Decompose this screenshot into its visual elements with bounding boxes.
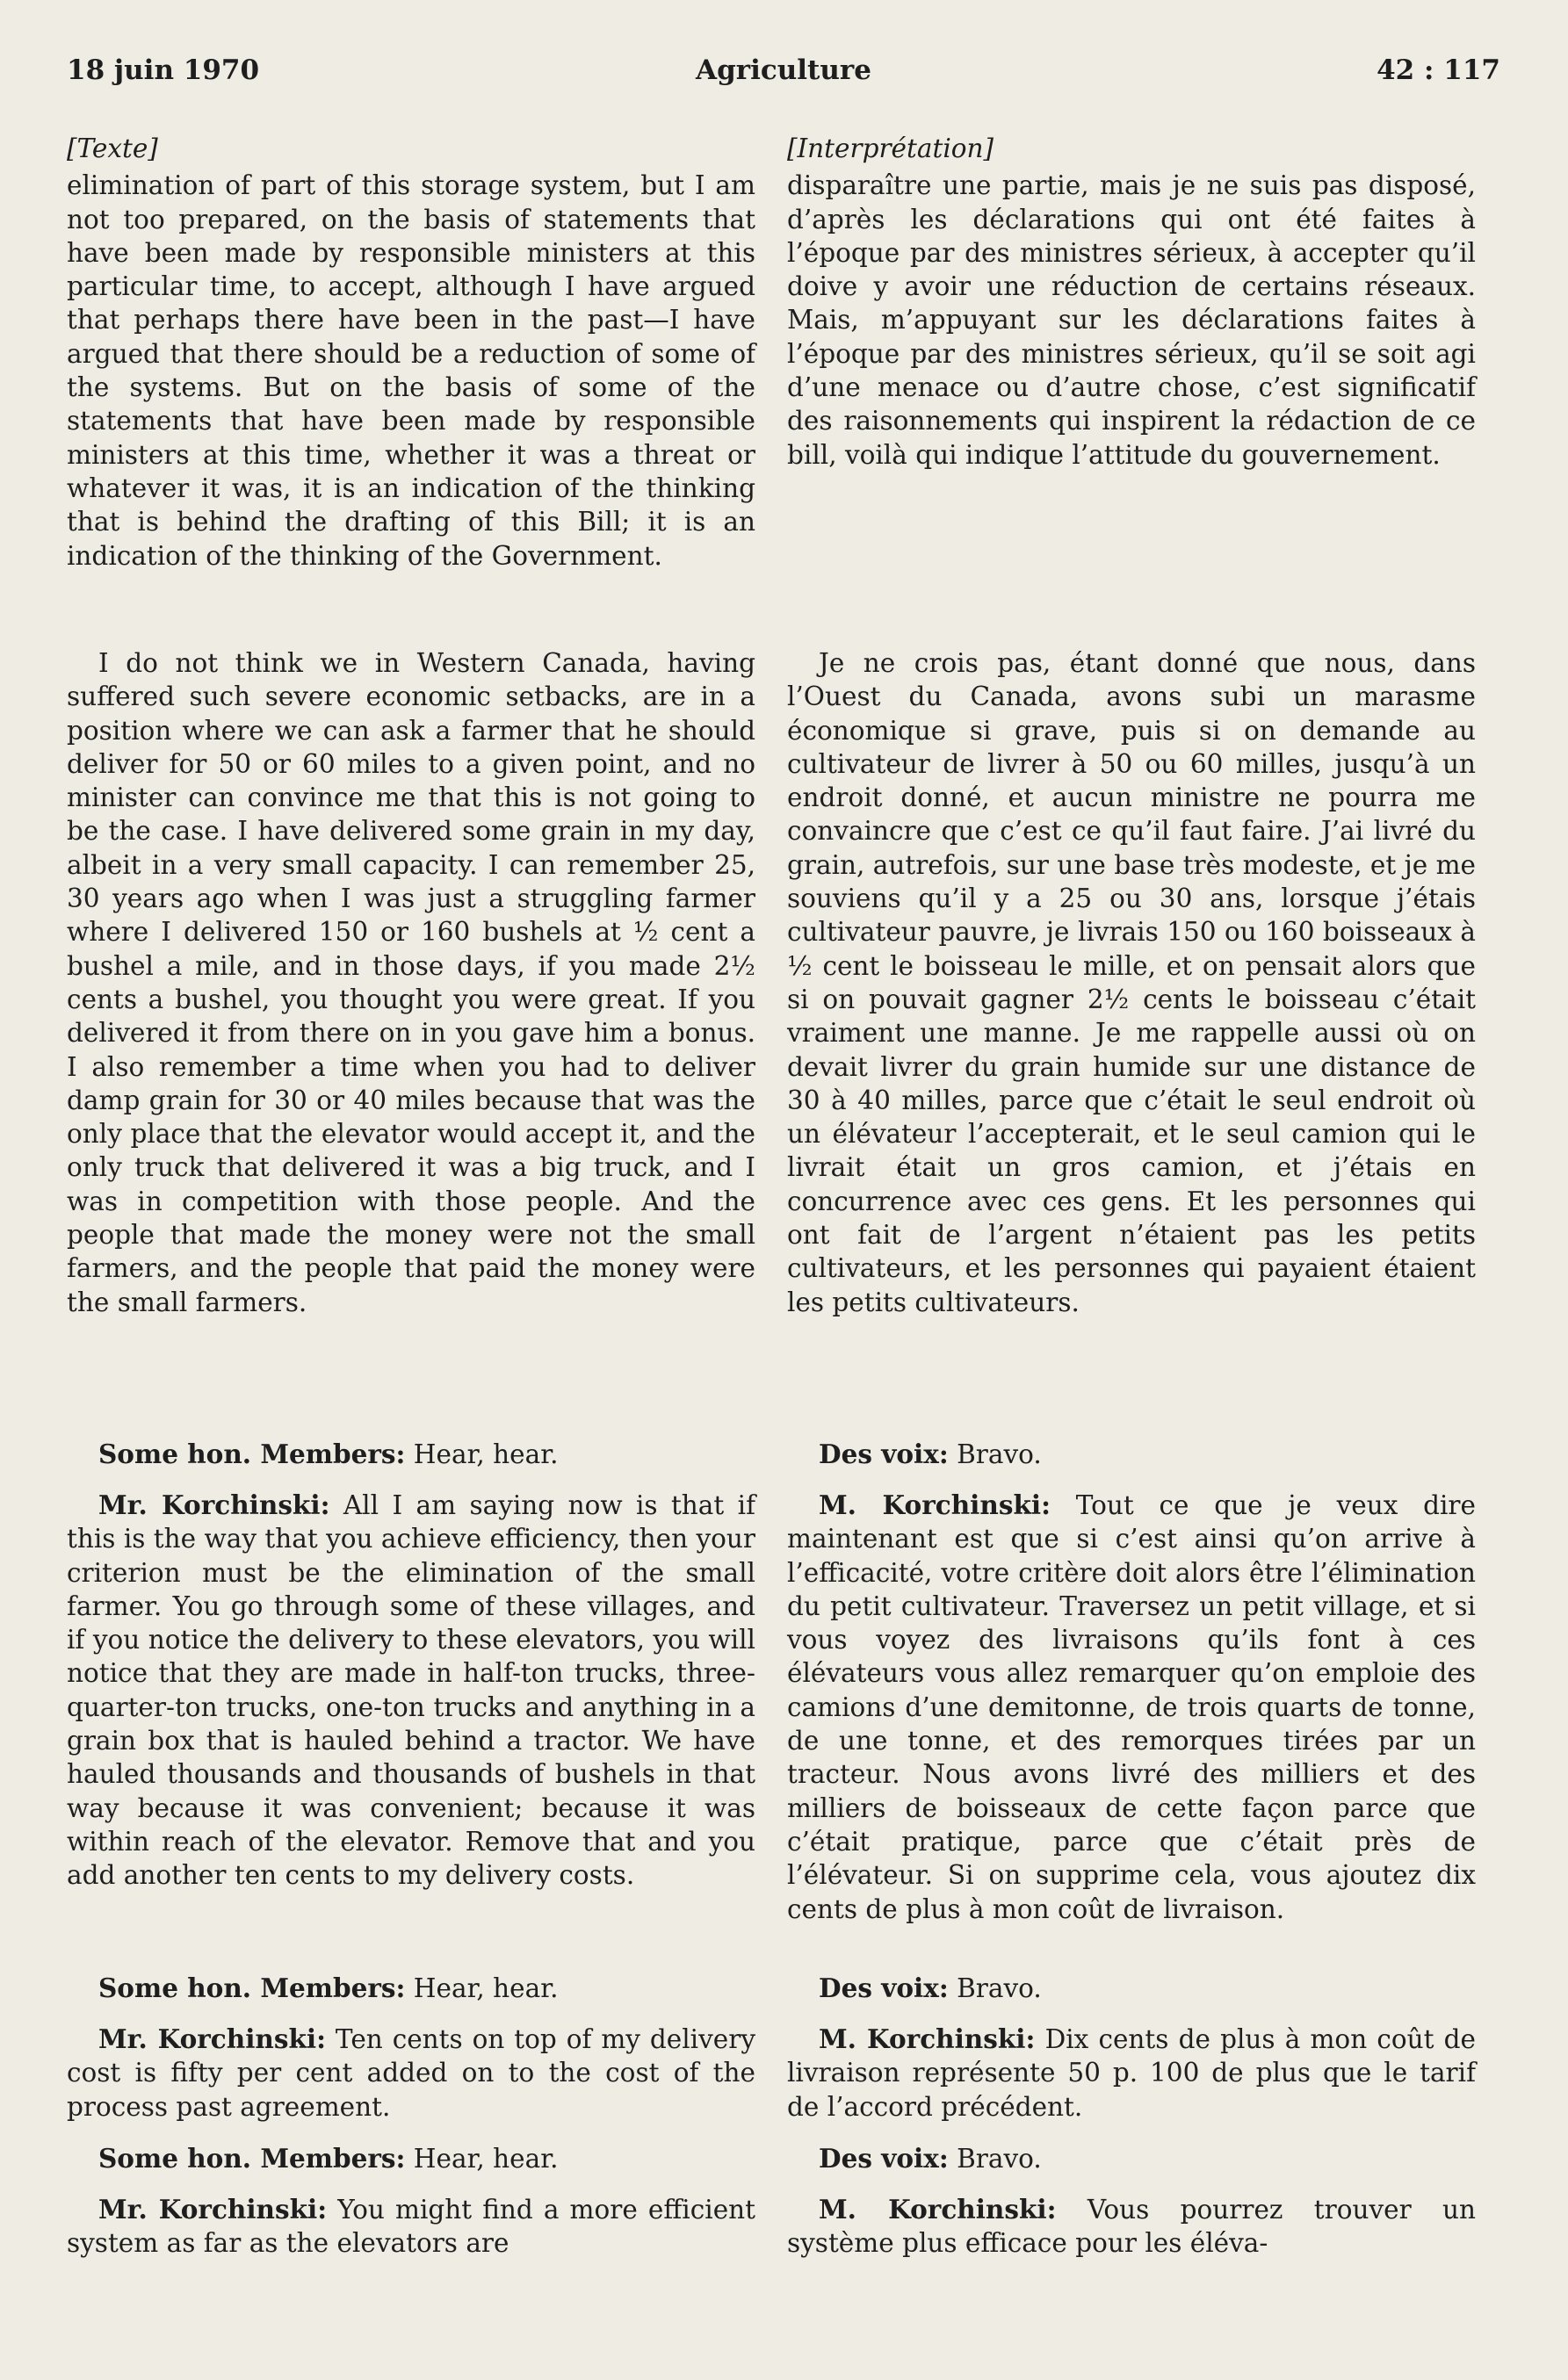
paragraph-1: elimination of part of this storage system, but I am not too prepared, on the basis of statements that have been made by responsible ministers at this particular time, to accept, although I have argued that perhaps there have been in the past—I have argued that there should be a reduction of some of the systems. But on the basis of some of the statements that have been made by responsible ministers at this time, whether it was a threat or whatever it was, it is an indication of the thinking that is behind the drafting of this Bill; it is an indication of the thinking of the Government. (67, 170, 755, 571)
speech-text: Hear, hear. (405, 1439, 559, 1469)
french-column (787, 132, 1476, 2259)
speaker-name: Des voix: (819, 2143, 949, 2174)
paragraph-2-block (787, 646, 1476, 1319)
speech-text: Bravo. (948, 2144, 1042, 2174)
speaker-name: M. Korchinski: (819, 1489, 1051, 1520)
speech-text: Ten cents on top of my delivery cost is fifty per cent added on to the cost of the process past agreement. (67, 2024, 755, 2122)
speech-text: Vous pourrez trouver un système plus efficace pour les éléva- (787, 2195, 1476, 2259)
speech-text: Tout ce que je veux dire maintenant est que si c’est ainsi qu’on arrive à l’efficacité, votre critère doit alors être l’élimination du petit cultivateur. Traversez un petit village, et si vous voyez des livraisons qu’ils font à ces élévateurs vous allez remarquer qu’on emploie des camions d’une demitonne, de trois quarts de tonne, de une tonne, et des remorques tirées par un tracteur. Nous avons livré des milliers et des milliers de boisseaux de cette façon parce que c’était pratique, parce que c’était près de l’élévateur. Si on supprime cela, vous ajoutez dix cents de plus à mon coût de livraison. (787, 1490, 1476, 1924)
interjection-2 (67, 1972, 755, 2005)
english-column (67, 132, 756, 2259)
speech-text: Hear, hear. (405, 1973, 559, 2003)
speaker-name: Some hon. Members: (98, 1973, 406, 2003)
speaker-name: Mr. Korchinski: (98, 1489, 330, 1520)
speaker-name: Some hon. Members: (98, 2143, 406, 2174)
speaker-name: Some hon. Members: (98, 1439, 406, 1469)
speaker-name: Mr. Korchinski: (98, 2194, 328, 2225)
interjection-3 (787, 2142, 1476, 2175)
speech-korchinski-2 (787, 2023, 1476, 2124)
speech-text: Bravo. (948, 1973, 1042, 2003)
header-date: 18 juin 1970 (67, 54, 260, 86)
header-page-number: 42 : 117 (1377, 54, 1500, 86)
interjection-3 (67, 2142, 755, 2175)
paragraph-2: I do not think we in Western Canada, having suffered such severe economic setbacks, are in a position where we can ask a farmer that he should deliver for 50 or 60 miles to a given point, and no minister can convince me that this is not going to be the case. I have delivered some grain in my day, albeit in a very small capacity. I can remember 25, 30 years ago when I was just a struggling farmer where I delivered 150 or 160 bushels at ½ cent a bushel a mile, and in those days, if you made 2½ cents a bushel, you thought you were great. If you delivered it from there on in you gave him a bonus. I also remember a time when you had to deliver damp grain for 30 or 40 miles because that was the only place that the elevator would accept it, and the only truck that delivered it was a big truck, and I was in competition with those people. And the people that made the money were not the small farmers, and the people that paid the money were the small farmers. (67, 648, 755, 1317)
speech-text: You might find a more efficient system as far as the elevators are (67, 2195, 756, 2259)
speech-text: Bravo. (948, 1439, 1042, 1469)
speech-korchinski-1 (787, 1489, 1476, 1926)
paragraph-2: Je ne crois pas, étant donné que nous, dans l’Ouest du Canada, avons subi un marasme économique si grave, puis si on demande au cultivateur de livrer à 50 ou 60 milles, jusqu’à un endroit donné, et aucun ministre ne pourra me convaincre que c’est ce qu’il faut faire. J’ai livré du grain, autrefois, sur une base très modeste, et je me souviens qu’il y a 25 ou 30 ans, lorsque j’étais cultivateur pauvre, je livrais 150 ou 160 boisseaux à ½ cent le boisseau le mille, et on pensait alors que si on pouvait gagner 2½ cents le boisseau c’était vraiment une manne. Je me rappelle aussi où on devait livrer du grain humide sur une distance de 30 à 40 milles, parce que c’était le seul endroit où un élévateur l’accepterait, et le seul camion qui le livrait était un gros camion, et j’étais en concurrence avec ces gens. Et les personnes qui ont fait de l’argent n’étaient pas les petits cultivateurs, et les personnes qui payaient étaient les petits cultivateurs. (787, 648, 1476, 1317)
speech-korchinski-3 (787, 2193, 1476, 2261)
interpretation-label: [Interprétation] (787, 133, 994, 163)
paragraph-2-block (67, 646, 755, 1319)
speaker-name: Des voix: (819, 1439, 949, 1469)
interjection-2 (787, 1972, 1476, 2005)
speech-text: Hear, hear. (405, 2144, 559, 2174)
speaker-name: Des voix: (819, 1973, 949, 2003)
speech-korchinski-3 (67, 2193, 755, 2261)
speech-korchinski-2 (67, 2023, 755, 2124)
speech-text: All I am saying now is that if this is the way that you achieve efficiency, then your criterion must be the elimination of the small farmer. You go through some of these villages, and if you notice the delivery to these elevators, you will notice that they are made in half-ton trucks, three-quarter-ton trucks, one-ton trucks and anything in a grain box that is hauled behind a tractor. We have hauled thousands and thousands of bushels in that way because it was convenient; because it was within reach of the elevator. Remove that and you add another ten cents to my delivery costs. (67, 1490, 756, 1891)
speaker-name: M. Korchinski: (819, 2194, 1057, 2225)
header-title: Agriculture (696, 54, 871, 86)
paragraph-1: disparaître une partie, mais je ne suis pas disposé, d’après les déclarations qui ont été faites à l’époque par des ministres sérieux, à accepter qu’il doive y avoir une réduction de certains réseaux. Mais, m’appuyant sur les déclarations faites à l’époque par des ministres sérieux, qu’il se soit agi d’une menace ou d’autre chose, c’est significatif des raisonnements qui inspirent la rédaction de ce bill, voilà qui indique l’attitude du gouvernement. (787, 170, 1476, 470)
speaker-name: M. Korchinski: (819, 2023, 1036, 2054)
speech-korchinski-1 (67, 1489, 755, 1893)
interjection-1 (67, 1438, 755, 1471)
speech-text: Dix cents de plus à mon coût de livraison représente 50 p. 100 de plus que le tarif de l’accord précédent. (787, 2024, 1476, 2122)
text-label: [Texte] (67, 133, 158, 163)
speaker-name: Mr. Korchinski: (98, 2023, 326, 2054)
page-header (67, 54, 1500, 98)
interjection-1 (787, 1438, 1476, 1471)
